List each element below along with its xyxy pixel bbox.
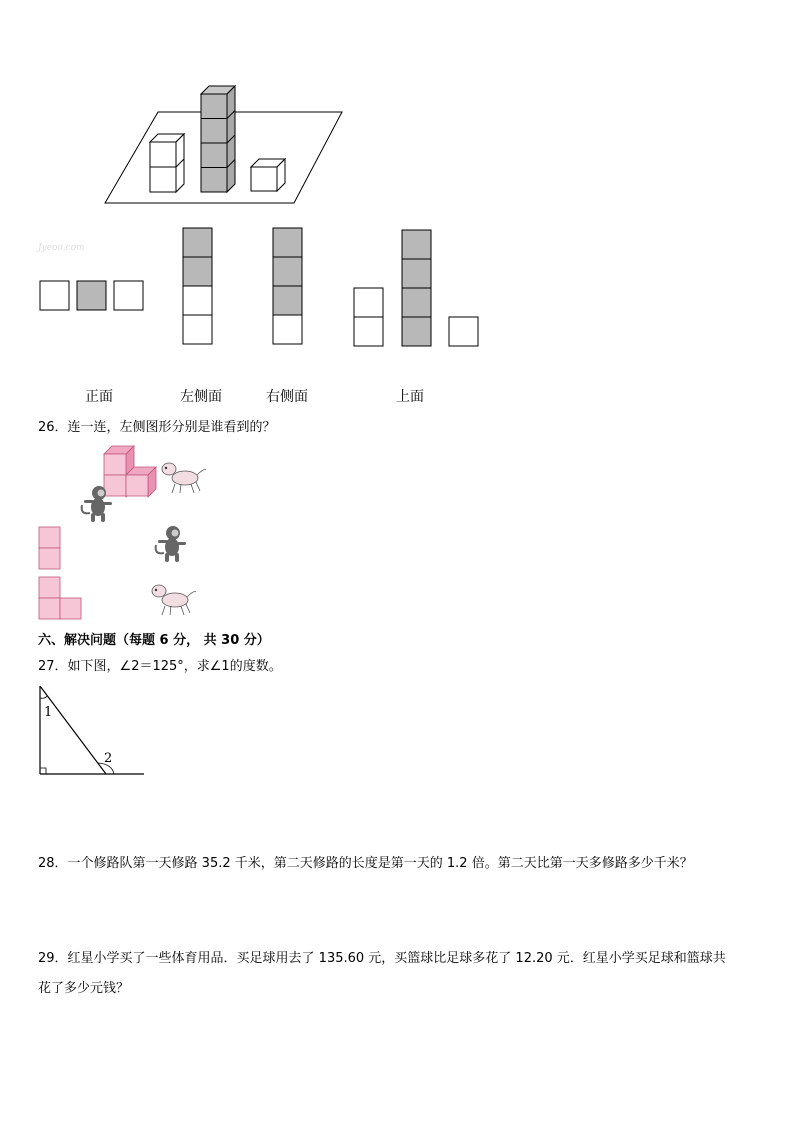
watermark: Jyeoo.com bbox=[38, 243, 85, 253]
monkey-icon bbox=[152, 523, 192, 563]
view-label-left: 左侧面 bbox=[180, 389, 222, 405]
right-triangle-figure bbox=[36, 684, 151, 779]
angle-2-label: 2 bbox=[104, 751, 113, 766]
angle-1-label: 1 bbox=[44, 705, 53, 720]
pink-view-l-shape bbox=[38, 576, 88, 621]
pink-view-column bbox=[38, 526, 68, 571]
dog-icon bbox=[150, 580, 200, 618]
view-label-top: 上面 bbox=[396, 389, 424, 405]
view-drawings bbox=[0, 0, 794, 360]
monkey-icon bbox=[78, 483, 118, 523]
question-27: 27．如下图，∠2＝125°，求∠1的度数。 bbox=[38, 659, 282, 674]
question-29-line-2: 花了多少元钱？ bbox=[38, 981, 130, 996]
view-label-front: 正面 bbox=[85, 389, 113, 405]
section-6-title: 六、解决问题（每题 6 分， 共 30 分） bbox=[38, 633, 270, 648]
question-26: 26．连一连，左侧图形分别是谁看到的？ bbox=[38, 420, 276, 435]
view-label-right: 右侧面 bbox=[266, 389, 308, 405]
question-29-line-1: 29．红星小学买了一些体育用品．买足球用去了 135.60 元，买篮球比足球多花了 12.20 元．红星小学买足球和篮球共 bbox=[38, 951, 726, 966]
question-28: 28．一个修路队第一天修路 35.2 千米，第二天修路的长度是第一天的 1.2 倍。第二天比第一天多修路多少千米？ bbox=[38, 856, 693, 871]
dog-icon bbox=[160, 458, 210, 496]
